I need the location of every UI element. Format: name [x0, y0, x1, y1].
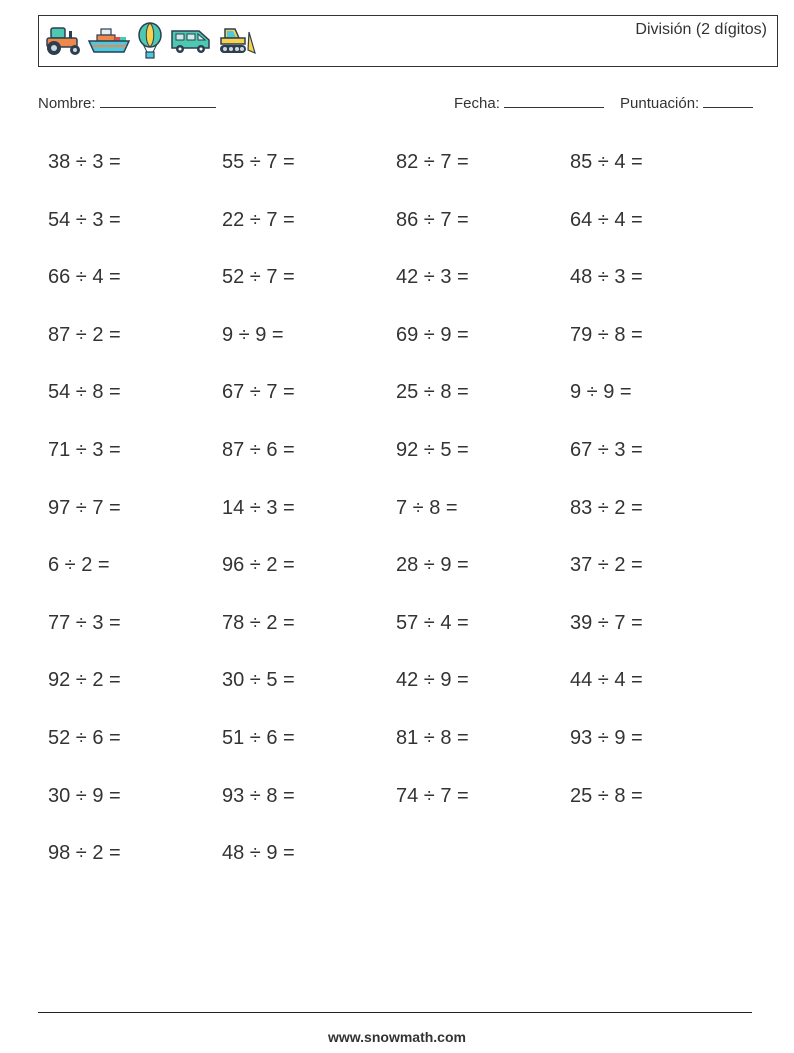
- problem: 30 ÷ 5 =: [222, 669, 295, 692]
- problem: 98 ÷ 2 =: [48, 842, 121, 865]
- name-field: [38, 93, 216, 112]
- problem: 77 ÷ 3 =: [48, 611, 121, 634]
- problem: 25 ÷ 8 =: [396, 381, 469, 404]
- problem: 66 ÷ 4 =: [48, 266, 121, 289]
- score-blank[interactable]: [703, 93, 753, 108]
- van-icon: [169, 26, 213, 56]
- problem: 48 ÷ 9 =: [222, 842, 295, 865]
- problem: 22 ÷ 7 =: [222, 208, 295, 231]
- problem: 42 ÷ 3 =: [396, 266, 469, 289]
- problem: 28 ÷ 9 =: [396, 554, 469, 577]
- problem: 78 ÷ 2 =: [222, 611, 295, 634]
- problem: 85 ÷ 4 =: [570, 151, 643, 173]
- meta-row: [38, 93, 771, 113]
- problem: 48 ÷ 3 =: [570, 266, 643, 289]
- problem: 67 ÷ 3 =: [570, 438, 643, 461]
- problem: 83 ÷ 2 =: [570, 496, 643, 519]
- problem: 81 ÷ 8 =: [396, 726, 469, 749]
- problem: 69 ÷ 9 =: [396, 323, 469, 346]
- problem: 14 ÷ 3 =: [222, 496, 295, 519]
- footer-website: www.snowmath.com: [328, 1029, 466, 1045]
- problem: 96 ÷ 2 =: [222, 554, 295, 577]
- name-blank[interactable]: [100, 93, 216, 108]
- problem: 54 ÷ 8 =: [48, 381, 121, 404]
- problem: 6 ÷ 2 =: [48, 554, 110, 577]
- problem: 42 ÷ 9 =: [396, 669, 469, 692]
- problem: 92 ÷ 2 =: [48, 669, 121, 692]
- date-blank[interactable]: [504, 93, 604, 108]
- problem: 67 ÷ 7 =: [222, 381, 295, 404]
- problem: 93 ÷ 9 =: [570, 726, 643, 749]
- problem: 39 ÷ 7 =: [570, 611, 643, 634]
- problem: 79 ÷ 8 =: [570, 323, 643, 346]
- problem: 38 ÷ 3 =: [48, 151, 121, 173]
- hot-air-balloon-icon: [135, 22, 165, 60]
- problem: 37 ÷ 2 =: [570, 554, 643, 577]
- score-field: [620, 93, 753, 112]
- problem: 74 ÷ 7 =: [396, 784, 469, 807]
- problem: 51 ÷ 6 =: [222, 726, 295, 749]
- problem: 25 ÷ 8 =: [570, 784, 643, 807]
- problem: 97 ÷ 7 =: [48, 496, 121, 519]
- problem: 54 ÷ 3 =: [48, 208, 121, 231]
- problem: 87 ÷ 2 =: [48, 323, 121, 346]
- problem: 57 ÷ 4 =: [396, 611, 469, 634]
- problem: 87 ÷ 6 =: [222, 438, 295, 461]
- problem: 52 ÷ 7 =: [222, 266, 295, 289]
- date-field: [454, 93, 604, 112]
- problem: 30 ÷ 9 =: [48, 784, 121, 807]
- problem: 64 ÷ 4 =: [570, 208, 643, 231]
- header-box: [38, 15, 778, 67]
- problem: 55 ÷ 7 =: [222, 151, 295, 173]
- score-label: Puntuación:: [620, 95, 700, 112]
- problem-grid: [48, 148, 744, 897]
- problem: 44 ÷ 4 =: [570, 669, 643, 692]
- problem: 7 ÷ 8 =: [396, 496, 458, 519]
- tractor-icon: [43, 26, 83, 56]
- problem: 71 ÷ 3 =: [48, 438, 121, 461]
- bulldozer-icon: [217, 26, 257, 56]
- problem: 9 ÷ 9 =: [570, 381, 632, 404]
- worksheet-title: División (2 dígitos): [635, 21, 767, 38]
- boat-icon: [87, 26, 131, 56]
- footer-divider: [38, 1012, 752, 1013]
- problem: 92 ÷ 5 =: [396, 438, 469, 461]
- problem: 52 ÷ 6 =: [48, 726, 121, 749]
- problem: 9 ÷ 9 =: [222, 323, 284, 346]
- name-label: Nombre:: [38, 95, 96, 112]
- problem: 86 ÷ 7 =: [396, 208, 469, 231]
- problem: 82 ÷ 7 =: [396, 151, 469, 173]
- header-icons: [43, 22, 257, 60]
- date-label: Fecha:: [454, 95, 500, 112]
- problem: 93 ÷ 8 =: [222, 784, 295, 807]
